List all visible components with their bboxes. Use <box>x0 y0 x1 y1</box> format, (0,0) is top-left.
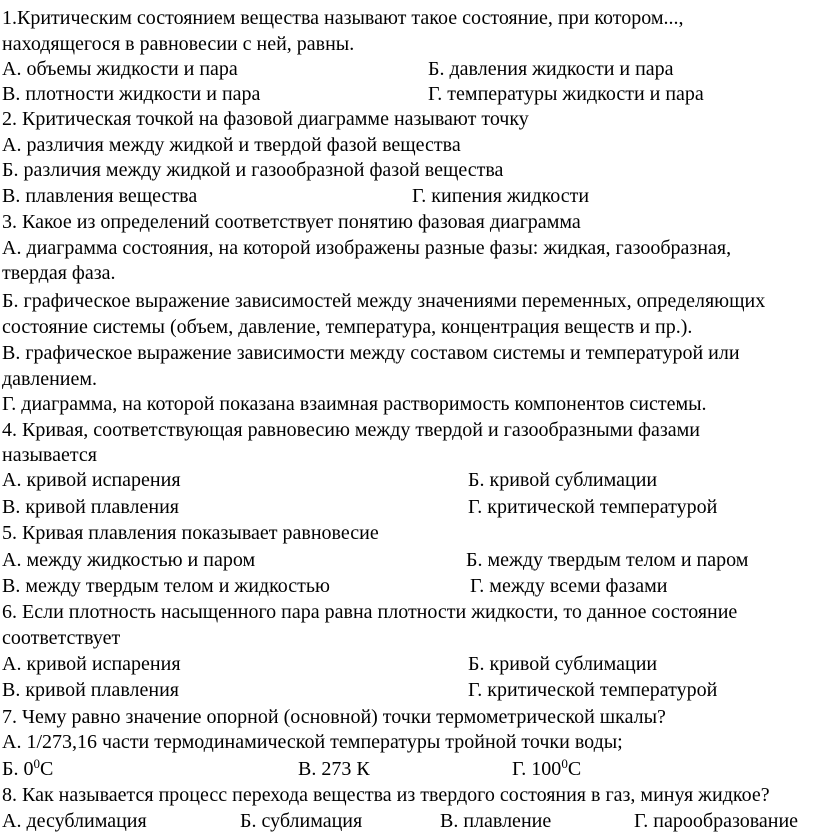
degree-superscript: 0 <box>561 756 568 771</box>
q8-option-v: В. плавление <box>440 810 552 832</box>
q3-option-b-line1: Б. графическое выражение зависимостей между значениями переменных, определяющих <box>2 290 766 312</box>
q7-option-g-unit: С <box>567 758 582 780</box>
q1-option-v: В. плотности жидкости и пара <box>2 83 261 105</box>
q6-option-a: А. кривой испарения <box>2 653 181 675</box>
q6-option-g: Г. критической температурой <box>468 679 718 701</box>
q6-text-line1: 6. Если плотность насыщенного пара равна плотности жидкости, то данное состояние <box>2 601 738 623</box>
q7-option-b-unit: С <box>39 758 54 780</box>
q4-text-line2: называется <box>2 444 97 466</box>
q5-option-b: Б. между твердым телом и паром <box>466 549 749 571</box>
q5-option-g: Г. между всеми фазами <box>470 575 668 597</box>
q6-option-v: В. кривой плавления <box>2 679 179 701</box>
q5-text: 5. Кривая плавления показывает равновесие <box>2 522 379 544</box>
q3-option-a-line2: твердая фаза. <box>2 262 116 284</box>
q4-text-line1: 4. Кривая, соответствующая равновесию между твердой и газообразными фазами <box>2 419 700 441</box>
q3-option-a-line1: А. диаграмма состояния, на которой изображены разные фазы: жидкая, газообразная, <box>2 237 732 259</box>
degree-superscript: 0 <box>33 756 40 771</box>
q7-option-g <box>512 756 581 782</box>
q8-option-a: А. десублимация <box>2 810 147 832</box>
q8-option-g: Г. парообразование <box>634 810 799 832</box>
q2-option-b: Б. различия между жидкой и газообразной фазой вещества <box>2 159 504 181</box>
q5-option-a: А. между жидкостью и паром <box>2 549 256 571</box>
q1-option-g: Г. температуры жидкости и пара <box>428 83 704 105</box>
q7-option-g-prefix: Г. 100 <box>512 758 562 780</box>
q4-option-a: А. кривой испарения <box>2 469 181 491</box>
q6-option-b: Б. кривой сублимации <box>468 653 658 675</box>
q7-option-b <box>2 756 53 782</box>
q2-option-v: В. плавления вещества <box>2 185 198 207</box>
q3-option-v-line2: давлением. <box>2 368 98 390</box>
q7-option-b-prefix: Б. 0 <box>2 758 34 780</box>
q1-text-line2: находящегося в равновесии с ней, равны. <box>2 33 355 55</box>
q7-option-v: В. 273 К <box>298 758 370 780</box>
q6-text-line2: соответствует <box>2 627 121 649</box>
q3-option-g: Г. диаграмма, на которой показана взаимная растворимость компонентов системы. <box>2 393 707 415</box>
q8-option-b: Б. сублимация <box>240 810 363 832</box>
q1-option-b: Б. давления жидкости и пара <box>428 58 674 80</box>
q7-option-a: А. 1/273,16 части термодинамической температуры тройной точки воды; <box>2 731 623 753</box>
q7-text: 7. Чему равно значение опорной (основной) точки термометрической шкалы? <box>2 706 666 728</box>
q1-option-a: А. объемы жидкости и пара <box>2 58 238 80</box>
q2-option-a: А. различия между жидкой и твердой фазой вещества <box>2 134 461 156</box>
q3-option-b-line2: состояние системы (объем, давление, температура, концентрация веществ и пр.). <box>2 316 693 338</box>
q8-text: 8. Как называется процесс перехода вещества из твердого состояния в газ, минуя жидкое? <box>2 784 770 806</box>
q2-option-g: Г. кипения жидкости <box>412 185 590 207</box>
q4-option-b: Б. кривой сублимации <box>468 469 658 491</box>
q4-option-g: Г. критической температурой <box>468 496 718 518</box>
q3-option-v-line1: В. графическое выражение зависимости между составом системы и температурой или <box>2 342 740 364</box>
q5-option-v: В. между твердым телом и жидкостью <box>2 575 330 597</box>
q4-option-v: В. кривой плавления <box>2 496 179 518</box>
q3-text: 3. Какое из определений соответствует понятию фазовая диаграмма <box>2 211 581 233</box>
q1-text-line1: 1.Критическим состоянием вещества называют такое состояние, при котором..., <box>2 7 684 29</box>
q2-text: 2. Критическая точкой на фазовой диаграмме называют точку <box>2 108 529 130</box>
